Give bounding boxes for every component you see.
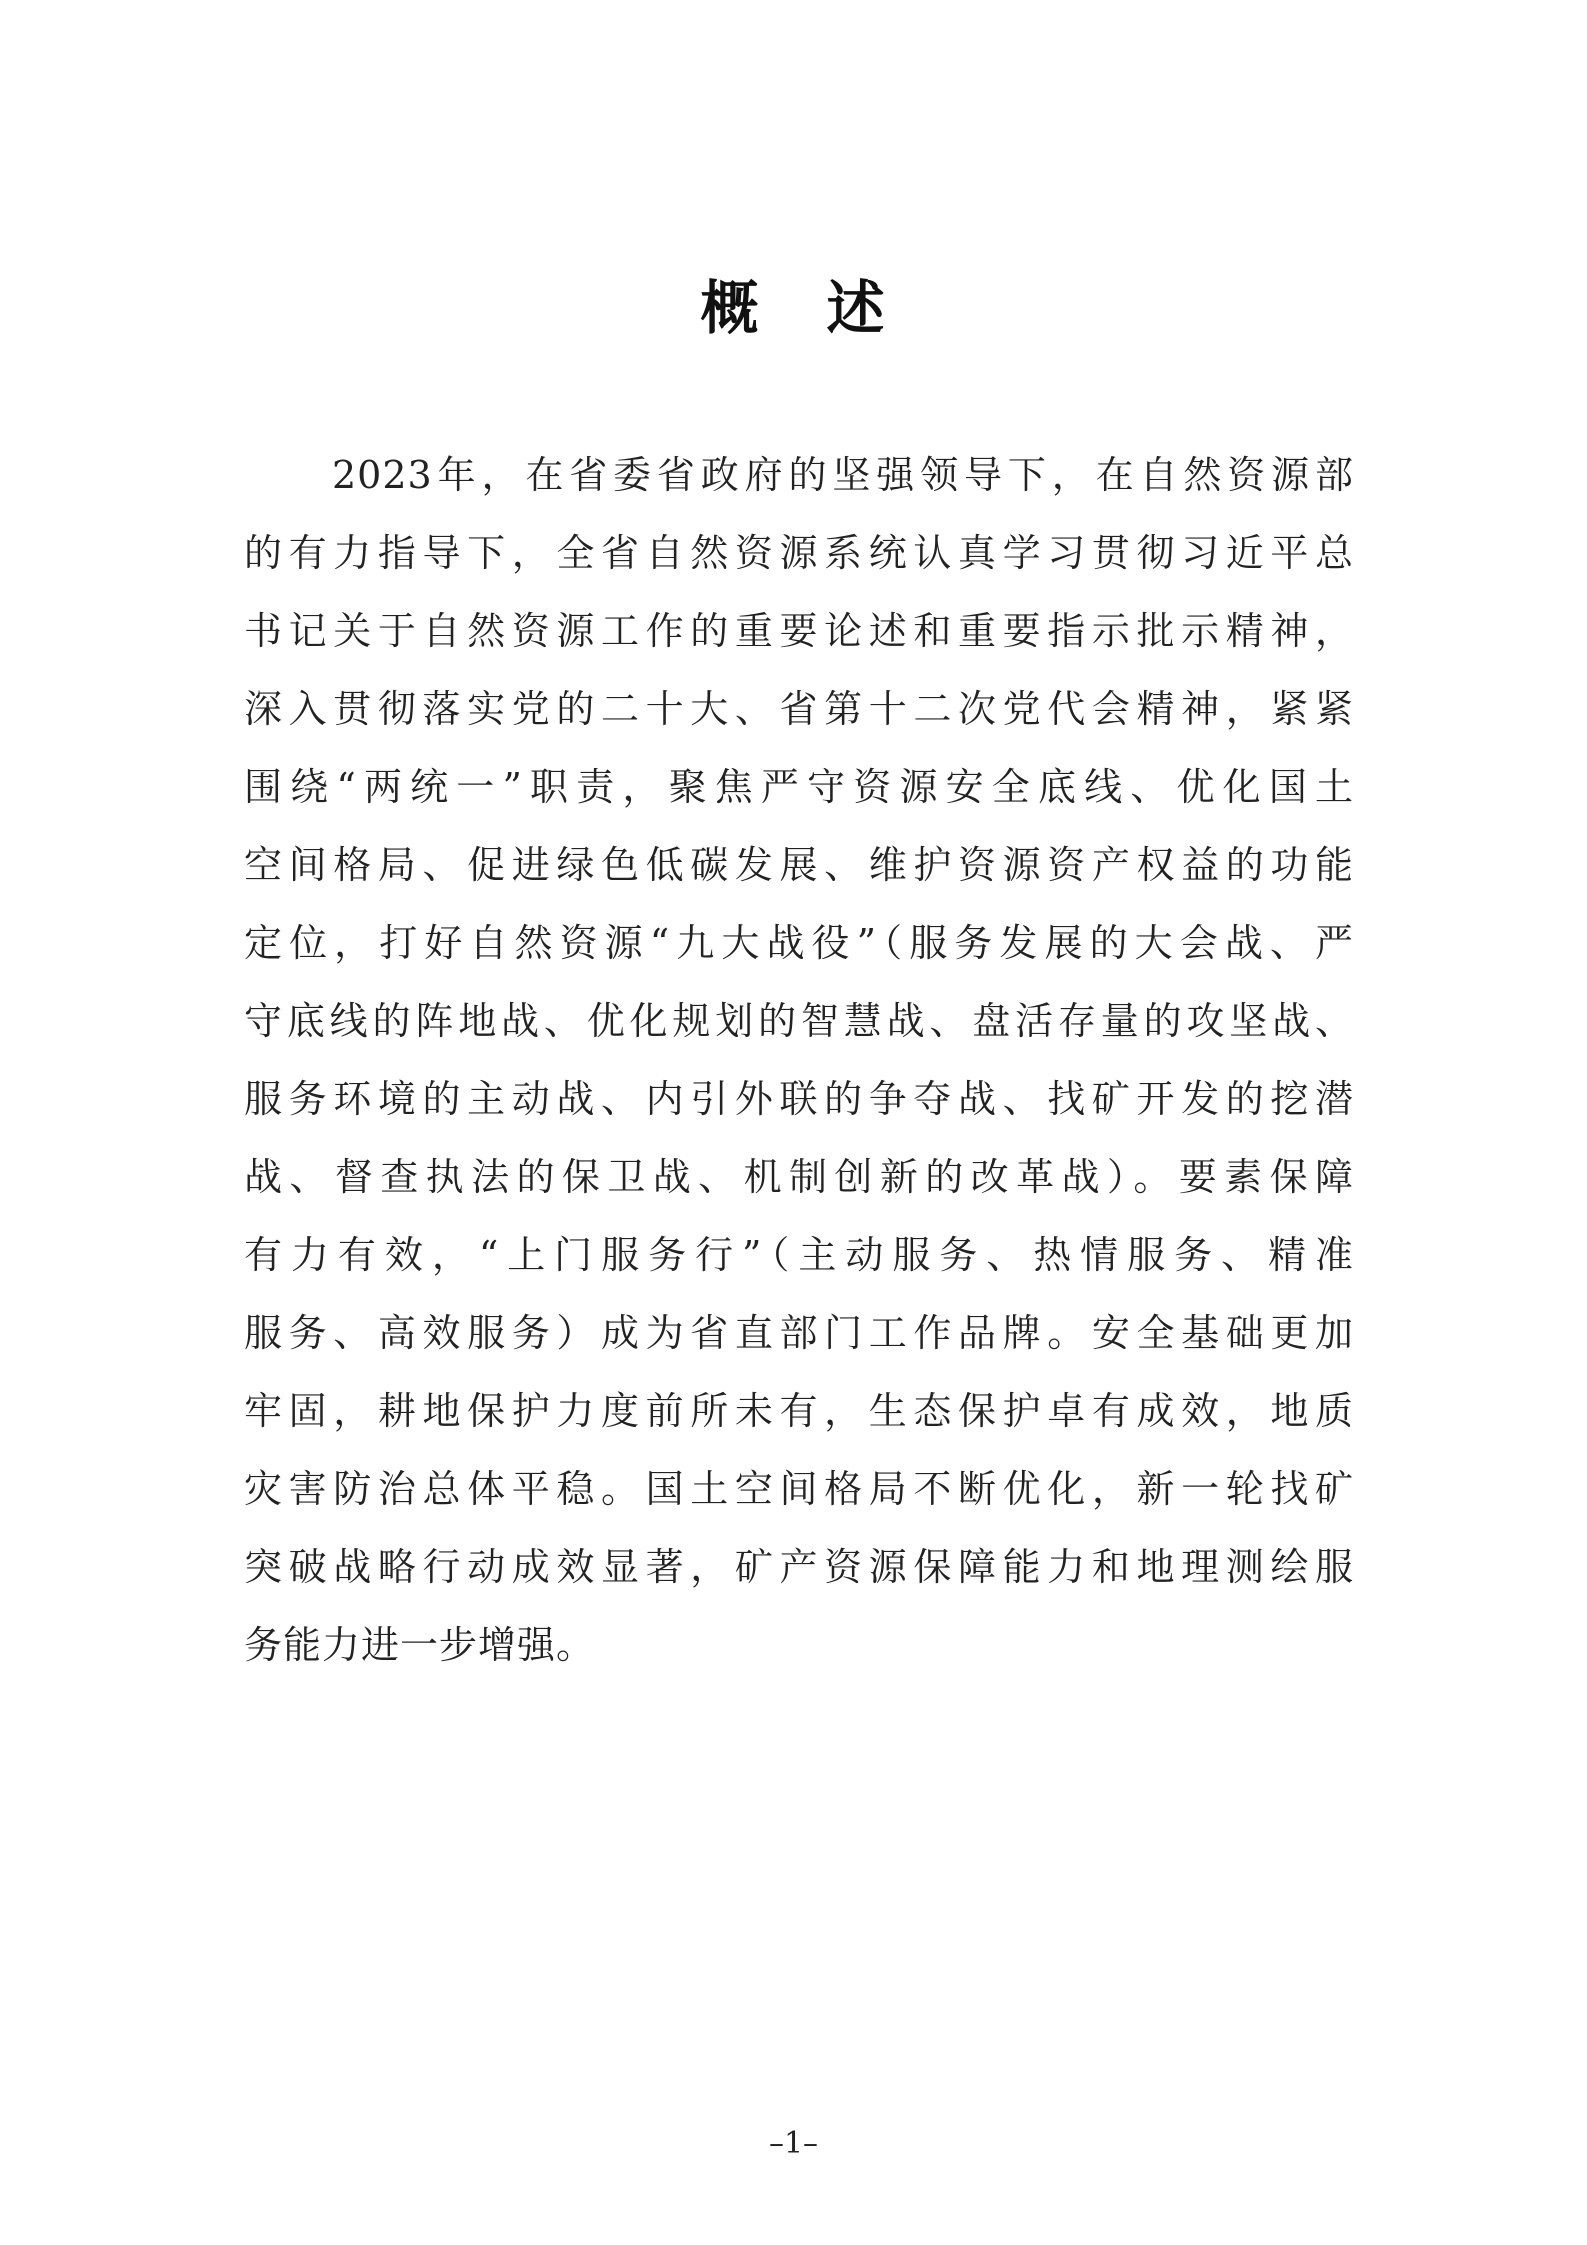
paragraph-line: 围绕“两统一”职责，聚焦严守资源安全底线、优化国土 <box>244 765 1354 809</box>
paragraph-line: 服务、高效服务）成为省直部门工作品牌。安全基础更加 <box>244 1311 1354 1355</box>
paragraph-line: 的有力指导下，全省自然资源系统认真学习贯彻习近平总 <box>244 531 1354 575</box>
title-char-1: 概 <box>700 274 761 342</box>
page-title <box>0 268 1587 348</box>
paragraph-line: 服务环境的主动战、内引外联的争夺战、找矿开发的挖潜 <box>244 1077 1354 1121</box>
page-number: –1– <box>768 2126 819 2161</box>
paragraph-line: 务能力进一步增强。 <box>244 1623 596 1667</box>
paragraph-line: 有力有效，“上门服务行”（主动服务、热情服务、精准 <box>244 1233 1354 1277</box>
paragraph-line: 空间格局、促进绿色低碳发展、维护资源资产权益的功能 <box>244 843 1354 887</box>
paragraph-line: 战、督查执法的保卫战、机制创新的改革战）。要素保障 <box>244 1155 1354 1199</box>
paragraph-line: 守底线的阵地战、优化规划的智慧战、盘活存量的攻坚战、 <box>244 999 1354 1043</box>
paragraph-line: 突破战略行动成效显著，矿产资源保障能力和地理测绘服 <box>244 1545 1354 1589</box>
paragraph-line: 2023年，在省委省政府的坚强领导下，在自然资源部 <box>332 453 1354 497</box>
body-paragraph <box>244 436 1354 1684</box>
paragraph-line: 深入贯彻落实党的二十大、省第十二次党代会精神，紧紧 <box>244 687 1354 731</box>
paragraph-line: 书记关于自然资源工作的重要论述和重要指示批示精神， <box>244 609 1354 653</box>
paragraph-line: 定位，打好自然资源“九大战役”（服务发展的大会战、严 <box>244 921 1354 965</box>
paragraph-line: 牢固，耕地保护力度前所未有，生态保护卓有成效，地质 <box>244 1389 1354 1433</box>
paragraph-line: 灾害防治总体平稳。国土空间格局不断优化，新一轮找矿 <box>244 1467 1354 1511</box>
title-char-2: 述 <box>826 274 887 342</box>
